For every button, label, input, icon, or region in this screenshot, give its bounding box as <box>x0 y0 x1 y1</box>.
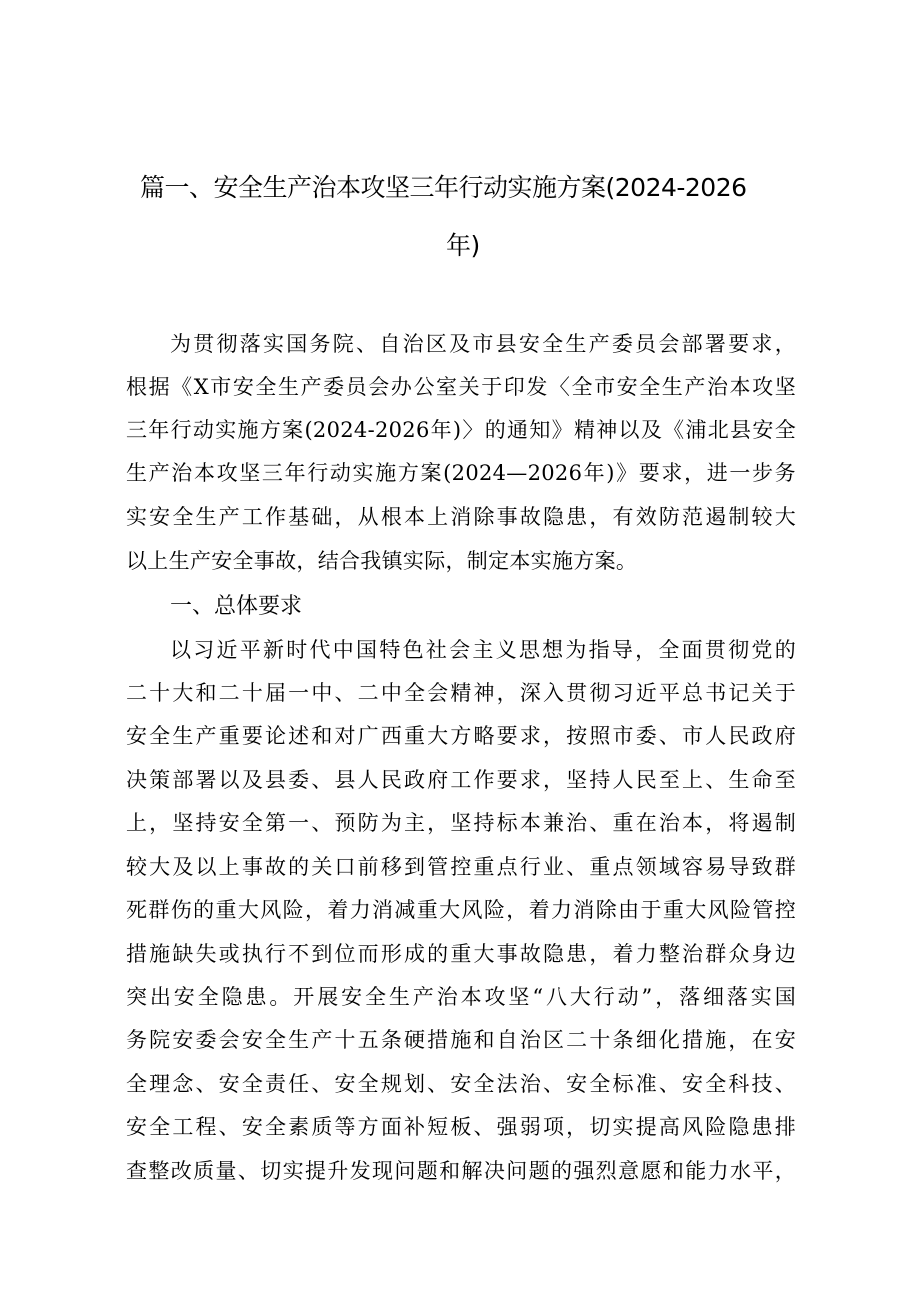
section-paragraph-line: 以习近平新时代中国特色社会主义思想为指导，全面贯彻党的 <box>170 638 796 662</box>
intro-paragraph-line: 三年行动实施方案(2024-2026年)〉的通知》精神以及《浦北县安全 <box>126 418 796 442</box>
section-paragraph-line: 查整改质量、切实提升发现问题和解决问题的强烈意愿和能力水平， <box>126 1159 796 1183</box>
section-paragraph-line: 较大及以上事故的关口前移到管控重点行业、重点领域容易导致群 <box>126 855 796 879</box>
intro-paragraph-line: 根据《X市安全生产委员会办公室关于印发〈全市安全生产治本攻坚 <box>126 375 796 399</box>
document-title-line-2: 年) <box>446 231 480 260</box>
section-paragraph-line: 二十大和二十届一中、二中全会精神，深入贯彻习近平总书记关于 <box>126 681 796 705</box>
section-paragraph-line: 突出安全隐患。开展安全生产治本攻坚“八大行动”，落细落实国 <box>126 985 796 1009</box>
section-paragraph-line: 务院安委会安全生产十五条硬措施和自治区二十条细化措施，在安 <box>126 1028 796 1052</box>
intro-paragraph-line: 以上生产安全事故，结合我镇实际，制定本实施方案。 <box>126 549 638 573</box>
section-paragraph-line: 措施缺失或执行不到位而形成的重大事故隐患，着力整治群众身边 <box>126 942 796 966</box>
intro-paragraph-line: 生产治本攻坚三年行动实施方案(2024—2026年)》要求，进一步务 <box>126 461 796 485</box>
section-paragraph-line: 全理念、安全责任、安全规划、安全法治、安全标准、安全科技、 <box>126 1072 796 1096</box>
section-paragraph-line: 安全工程、安全素质等方面补短板、强弱项，切实提高风险隐患排 <box>126 1115 796 1139</box>
intro-paragraph-line: 为贯彻落实国务院、自治区及市县安全生产委员会部署要求， <box>170 332 796 356</box>
section-heading: 一、总体要求 <box>170 594 303 619</box>
section-paragraph-line: 上，坚持安全第一、预防为主，坚持标本兼治、重在治本，将遏制 <box>126 811 796 835</box>
section-paragraph-line: 安全生产重要论述和对广西重大方略要求，按照市委、市人民政府 <box>126 724 796 748</box>
section-paragraph-line: 决策部署以及县委、县人民政府工作要求，坚持人民至上、生命至 <box>126 768 796 792</box>
document-title-line-1: 篇一、安全生产治本攻坚三年行动实施方案(2024-2026 <box>140 173 747 202</box>
intro-paragraph-line: 实安全生产工作基础，从根本上消除事故隐患，有效防范遏制较大 <box>126 505 796 529</box>
section-paragraph-line: 死群伤的重大风险，着力消减重大风险，着力消除由于重大风险管控 <box>126 898 796 922</box>
